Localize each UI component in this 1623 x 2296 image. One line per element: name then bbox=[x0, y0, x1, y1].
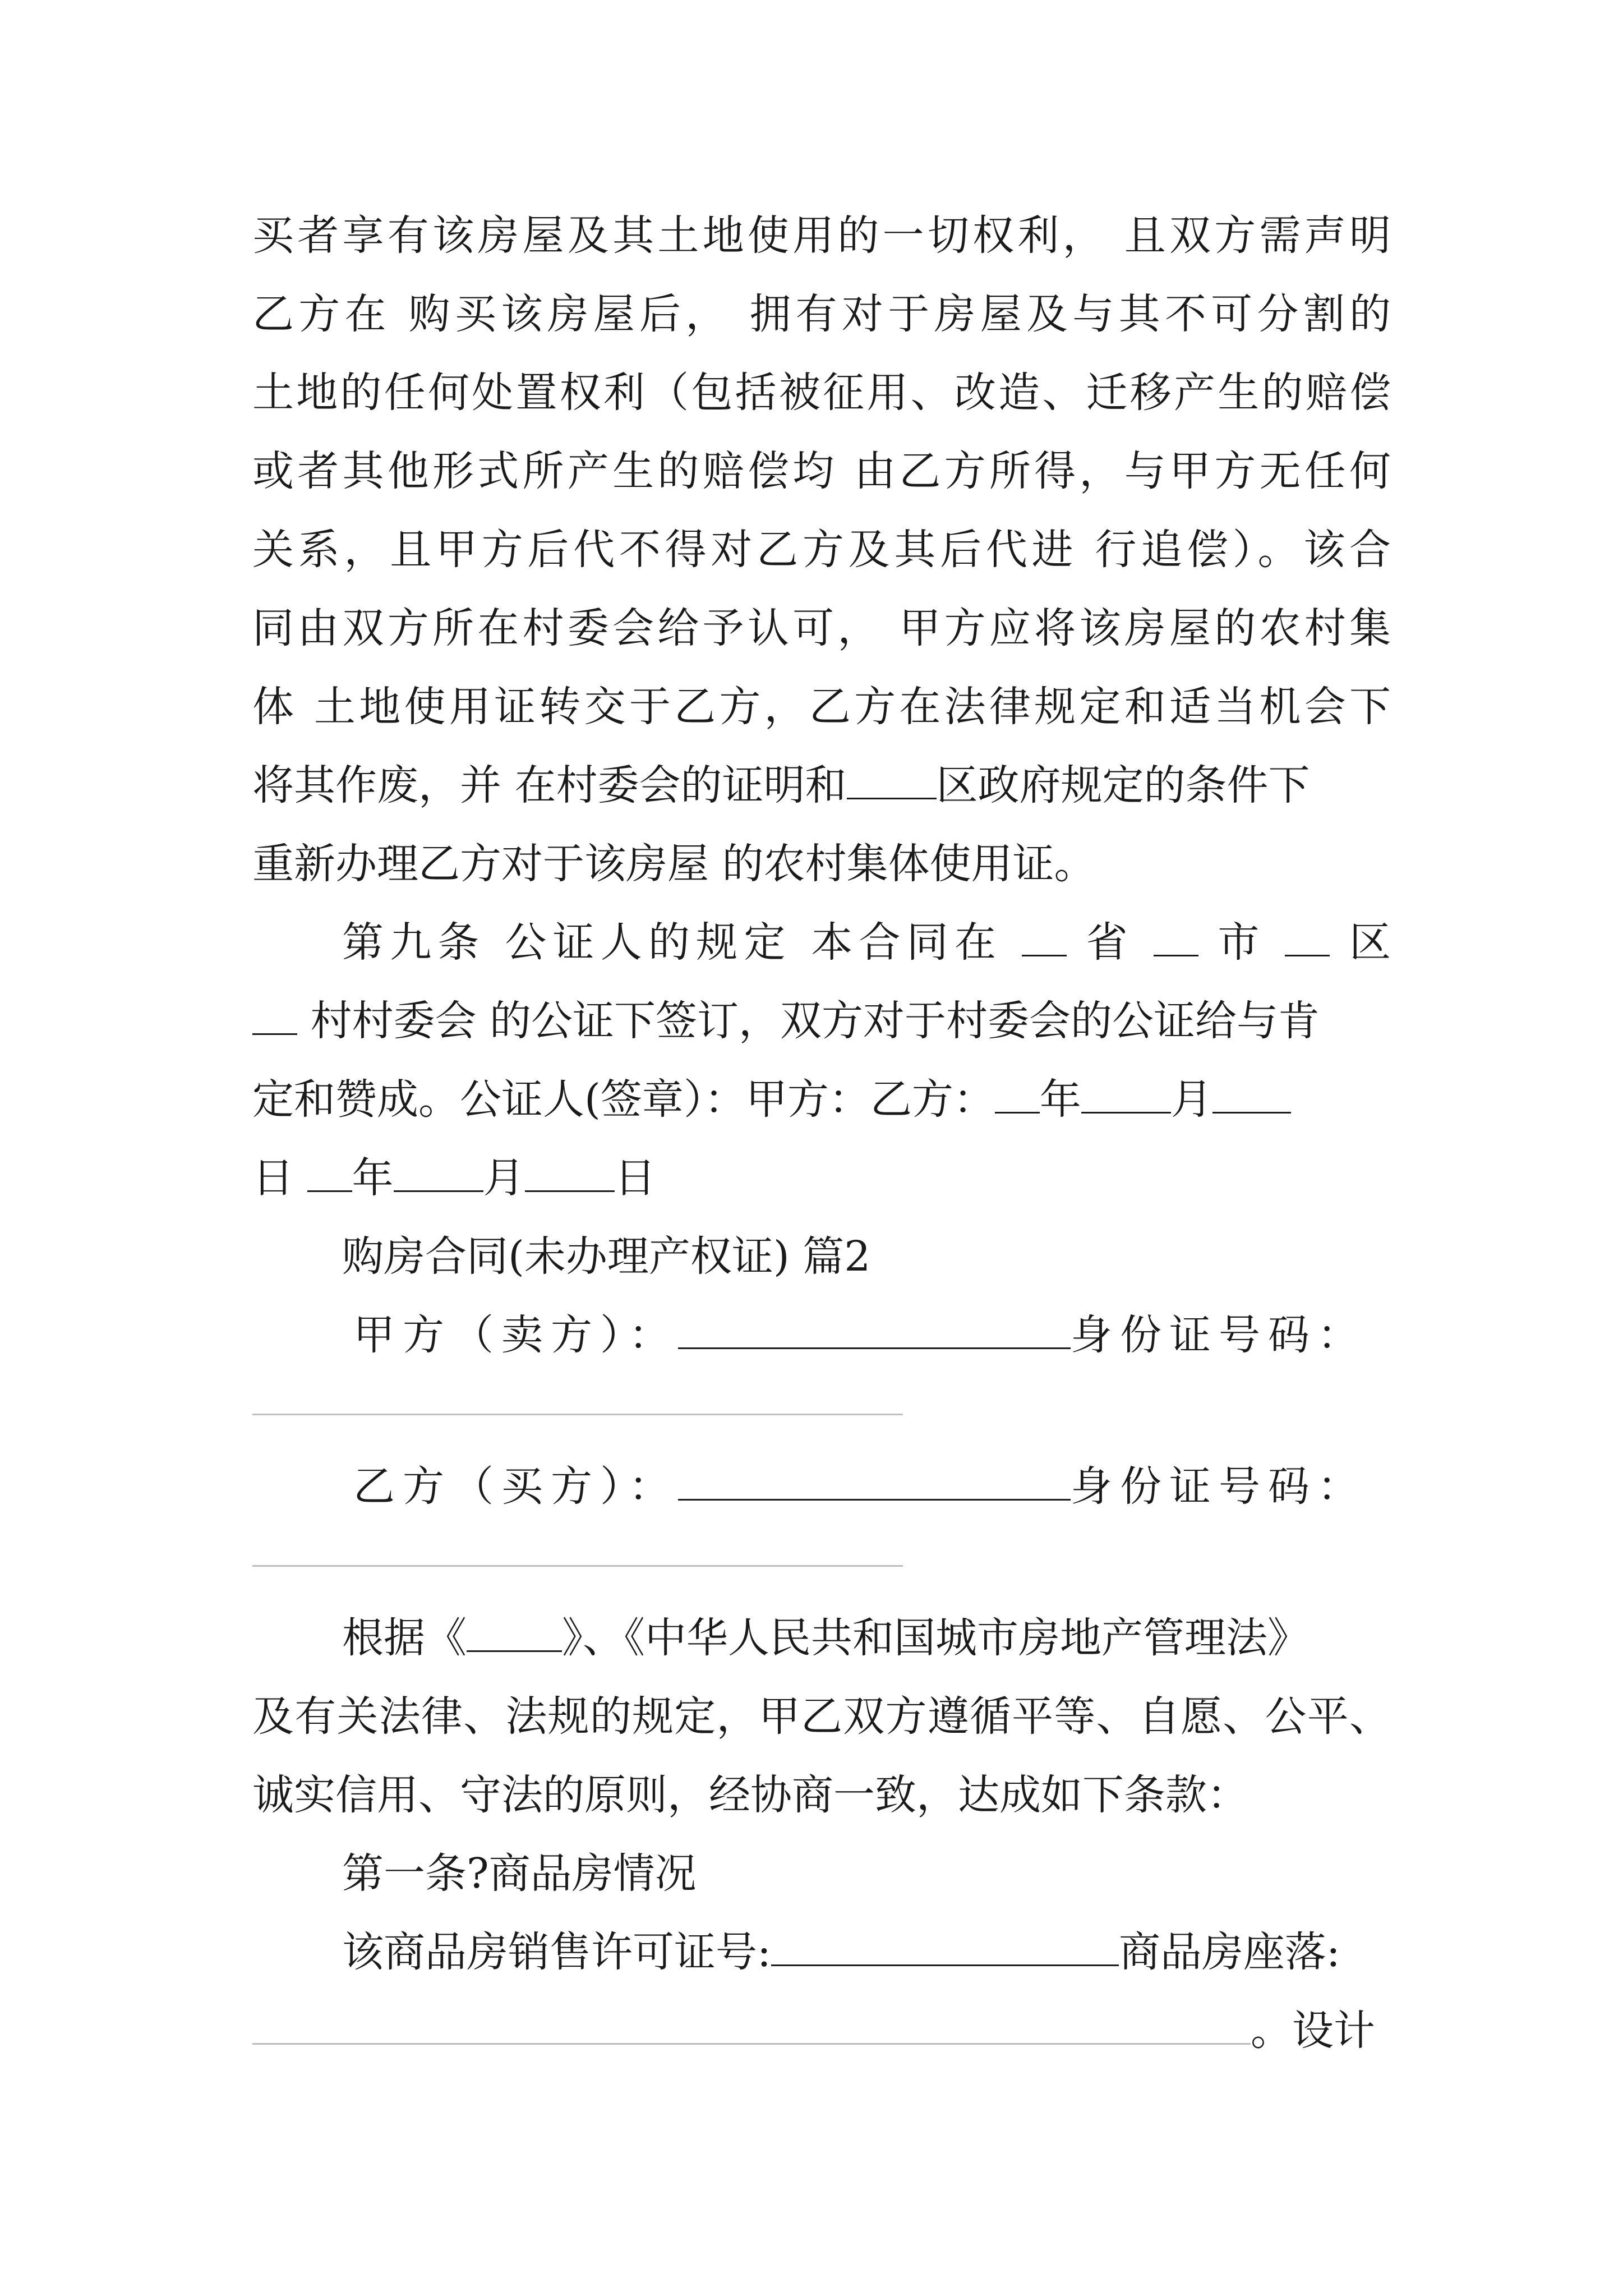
blank-underline bbox=[995, 1069, 1040, 1114]
blank-underline bbox=[252, 991, 297, 1035]
text-line bbox=[342, 1604, 1391, 1672]
party-a-line bbox=[353, 1301, 1391, 1369]
blank-underline bbox=[307, 1148, 352, 1192]
section-title: 购房合同(未办理产权证) 篇2 bbox=[342, 1232, 871, 1281]
article-9-line bbox=[252, 1144, 1391, 1212]
party-b-label: 乙方（买方）： bbox=[353, 1462, 678, 1511]
blank-underline bbox=[1081, 1069, 1171, 1114]
article-9-line bbox=[252, 987, 1391, 1055]
text-line: 或者其他形式所产生的赔偿均 由乙方所得，与甲方无任何 bbox=[252, 447, 1391, 495]
location-blank bbox=[252, 2000, 1251, 2045]
name-blank bbox=[678, 1456, 1071, 1501]
blank-underline bbox=[1212, 1069, 1291, 1114]
blank-underline bbox=[1022, 912, 1067, 956]
text-fragment: 将其作废，并 在村委会的证明和 bbox=[252, 761, 847, 809]
id-label: 身份证号码： bbox=[1071, 1311, 1367, 1359]
text-line bbox=[342, 1918, 1391, 1986]
name-blank bbox=[678, 1305, 1071, 1349]
text-line: 买者享有该房屋及其土地使用的一切权利， 且双方需声明 bbox=[252, 211, 1391, 260]
text-line: 体 土地使用证转交于乙方，乙方在法律规定和适当机会下 bbox=[252, 683, 1391, 731]
blank-underline bbox=[394, 1148, 483, 1192]
text-fragment: 年 bbox=[1039, 1075, 1081, 1124]
location-label: 商品房座落: bbox=[1118, 1928, 1340, 1976]
party-a-label: 甲方（卖方）： bbox=[353, 1311, 678, 1359]
license-label: 该商品房销售许可证号: bbox=[342, 1928, 771, 1976]
text-fragment: 定和赞成。公证人(签章）：甲方：乙方： bbox=[252, 1075, 995, 1124]
text-line: 同由双方所在村委会给予认可， 甲方应将该房屋的农村集 bbox=[252, 604, 1391, 652]
text-fragment: 月 bbox=[483, 1154, 525, 1202]
text-line: 及有关法律、法规的规定，甲乙双方遵循平等、自愿、公平、 bbox=[252, 1692, 1391, 1741]
text-line bbox=[252, 1997, 1391, 2064]
blank-underline bbox=[1285, 912, 1330, 956]
text-fragment: 日 bbox=[252, 1154, 294, 1202]
text-line: 关系，且甲方后代不得对乙方及其后代进 行追偿）。该合 bbox=[252, 526, 1391, 574]
text-fragment: 日 bbox=[614, 1154, 656, 1202]
blank-underline bbox=[1154, 912, 1198, 956]
blank-underline bbox=[467, 1608, 562, 1652]
text-fragment: 年 bbox=[352, 1154, 394, 1202]
text-fragment: 》、《中华人民共和国城市房地产管理法》 bbox=[562, 1614, 1309, 1662]
blank-underline bbox=[525, 1148, 615, 1192]
text-fragment: 村村委会 的公证下签订，双方对于村委会的公证给与肯 bbox=[310, 997, 1320, 1045]
blank-underline bbox=[847, 755, 937, 799]
article-1-title: 第一条?商品房情况 bbox=[342, 1849, 697, 1898]
text-fragment: 市 bbox=[1218, 918, 1266, 967]
text-line: 重新办理乙方对于该房屋 的农村集体使用证。 bbox=[252, 840, 1096, 888]
text-fragment: 区 bbox=[1349, 918, 1391, 967]
text-fragment: 根据《 bbox=[342, 1614, 467, 1662]
text-fragment: 第九条 公证人的规定 本合同在 bbox=[342, 918, 1003, 967]
id-blank-line bbox=[252, 1565, 903, 1567]
text-fragment: 。设计 bbox=[1251, 2007, 1375, 2055]
article-9-line bbox=[252, 1066, 1391, 1133]
text-line: 诚实信用、守法的原则，经协商一致，达成如下条款： bbox=[252, 1771, 1248, 1819]
party-b-line bbox=[353, 1453, 1391, 1520]
text-fragment: 区政府规定的条件下 bbox=[936, 761, 1310, 809]
article-9-line bbox=[342, 909, 1391, 976]
text-fragment: 月 bbox=[1170, 1075, 1212, 1124]
text-line: 乙方在 购买该房屋后， 拥有对于房屋及与其不可分割的 bbox=[252, 290, 1391, 338]
license-blank bbox=[771, 1922, 1119, 1966]
text-line bbox=[252, 752, 1391, 819]
id-label: 身份证号码： bbox=[1071, 1462, 1367, 1511]
id-blank-line bbox=[252, 1414, 903, 1415]
text-fragment: 省 bbox=[1086, 918, 1134, 967]
text-line: 土地的任何处置权利（包括被征用、改造、迁移产生的赔偿 bbox=[252, 369, 1391, 417]
